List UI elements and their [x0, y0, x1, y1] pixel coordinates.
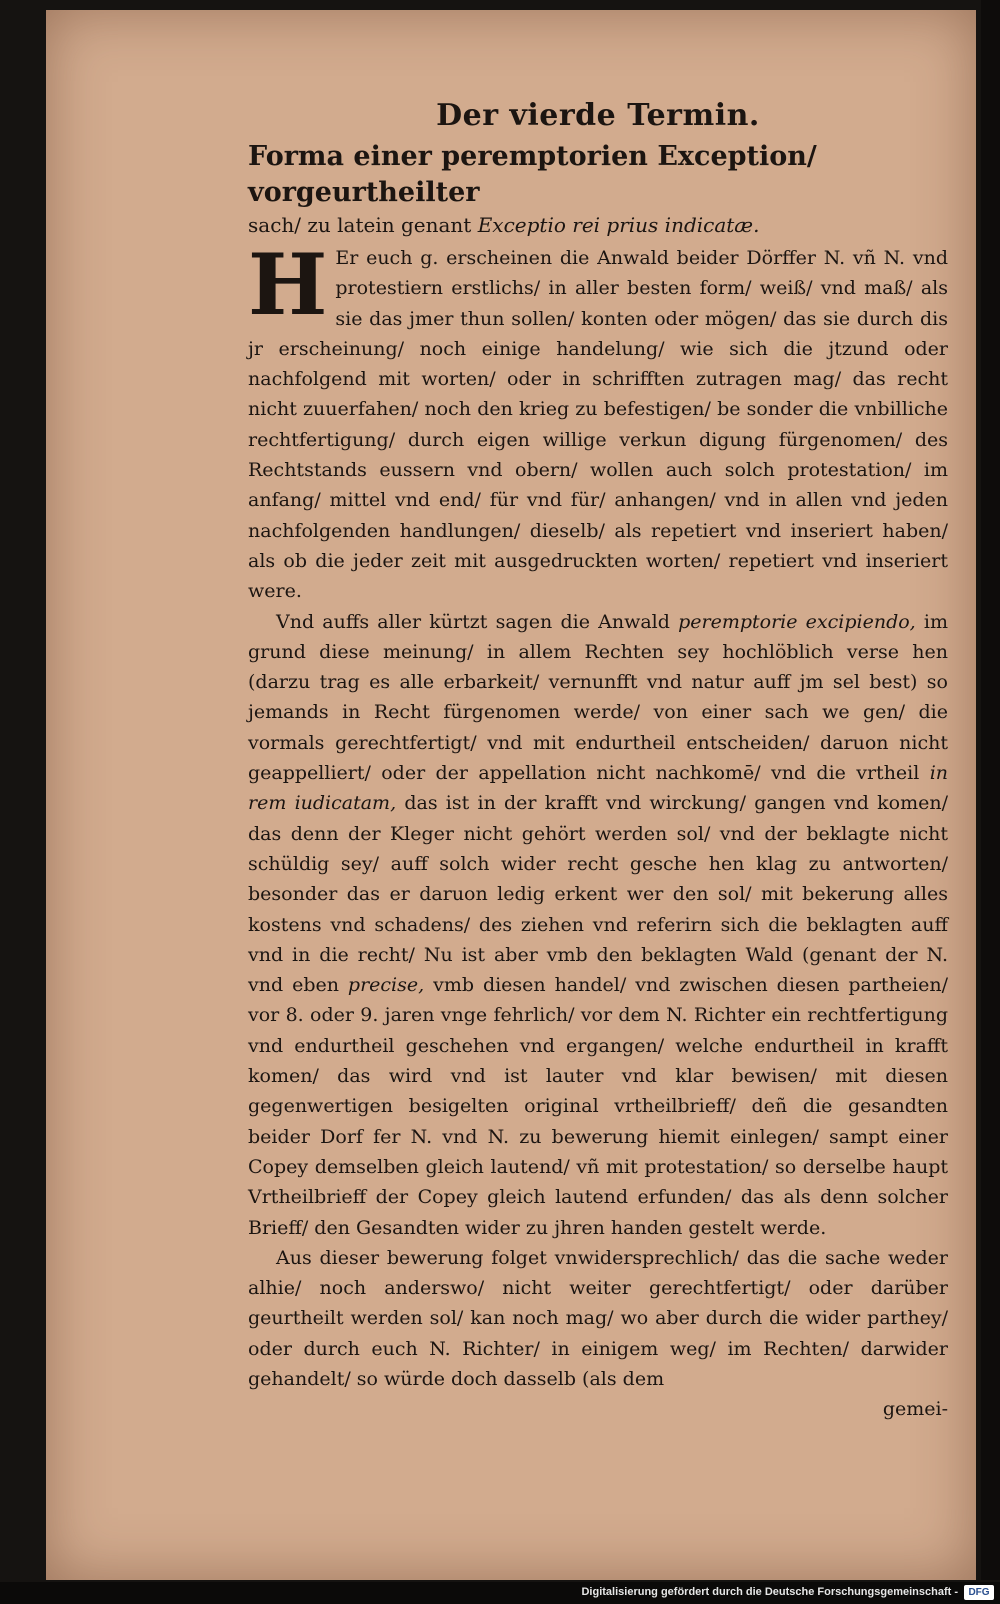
footer-bar	[0, 1582, 1000, 1604]
subtitle-latin: Exceptio rei prius indicatæ.	[477, 213, 760, 237]
scan-margin	[981, 0, 1000, 1580]
catchword: gemei-	[882, 1398, 948, 1421]
paragraph-2-part-d: vmb diesen handel/ vnd zwischen diesen partheien/ vor 8. oder 9. jaren vnge fehrlich/ vor dem N. Richter ein rechtfertigung vnd endurtheil geschehen vnd ergangen/ welche endurtheil in krafft komen/ das wird vnd ist lauter vnd klar bewisen/ mit diesen gegenwertigen besigelten original vrtheilbrieff/ deñ die gesandten beider Dorf fer N. vnd N. zu bewerung hiemit einlegen/ sampt einer Copey demselben gleich lautend/ vñ mit protestation/ so derselbe haupt Vrtheilbrieff der Copey gleich lautend erfunden/ das als denn solcher Brieff/ den Gesandten wider zu jhren handen gestelt werde.	[248, 974, 948, 1239]
paragraph-2-latin-3: precise,	[347, 974, 425, 997]
section-title: Forma einer peremptorien Exception/ vorgeurtheilter	[248, 141, 817, 208]
paragraph-1	[248, 235, 948, 607]
paragraph-3: Aus dieser bewerung folget vnwidersprechlich/ das die sache weder alhie/ noch anderswo/ nicht weiter gerechtfertigt/ oder darüber geurtheilt werden sol/ kan noch mag/ wo aber durch die wider parthey/ oder durch euch N. Richter/ in einigem weg/ im Rechten/ darwider gehandelt/ so würde doch dasselb (als dem	[248, 1246, 948, 1390]
paragraph-2	[248, 607, 948, 1243]
paragraph-2-latin-1: peremptorie excipiendo,	[678, 610, 916, 633]
page-header: Der vierde Termin.	[436, 98, 760, 133]
subtitle-german: sach/ zu latein genant	[248, 213, 472, 237]
funding-notice: Digitalisierung gefördert durch die Deutsche Forschungsgemeinschaft -	[581, 1586, 958, 1598]
paragraph-1-text: Er euch g. erscheinen die Anwald beider Dörffer N. vñ N. vnd protestiern erstlichs/ in aller besten form/ weiß/ vnd maß/ als sie das jmer thun sollen/ konten oder mögen/ das sie durch dis jr erscheinung/ noch einige handelung/ wie sich die jtzund oder nachfolgend mit worten/ oder in schrifften zutragen mag/ das recht nicht zuuerfahen/ noch den krieg zu befestigen/ be sonder die vnbilliche rechtfertigung/ durch eigen willige verkun digung fürgenomen/ des Rechtstands eussern vnd obern/ wollen auch solch protestation/ im anfang/ mittel vnd end/ für vnd für/ anhangen/ vnd in allen vnd jeden nachfolgenden handlungen/ dieselb/ als repetiert vnd inseriert haben/ als ob die jeder zeit mit ausgedruckten worten/ repetiert vnd inseriert were.	[248, 247, 948, 603]
paragraph-2-part-a: Vnd auffs aller kürtzt sagen die Anwald	[276, 610, 670, 633]
paragraph-2-latin-2: in rem iudicatam,	[248, 762, 949, 815]
paragraph-2-part-b: im grund diese meinung/ in allem Rechten sey hochlöblich verse hen (darzu trag es alle erbarkeit/ vernunfft vnd natur auff jm sel best) so jemands in Recht fürgenomen werde/ von einer sach we gen/ die vormals gerechtfertigt/ vnd mit endurtheil entscheiden/ daruon nicht geappelliert/ oder der appellation nicht nachkomē/ vnd die vrtheil	[248, 610, 948, 785]
section-subtitle	[248, 211, 948, 239]
dfg-logo-icon: DFG	[964, 1585, 994, 1600]
drop-cap: H	[248, 235, 328, 334]
paragraph-2-part-c: das ist in der krafft vnd wirckung/ gangen vnd komen/ das denn der Kleger nicht gehört werden sol/ vnd der beklagte nicht schüldig sey/ auff solch wider recht gesche hen klag zu antworten/ besonder das er daruon ledig erkent wer den sol/ mit bekerung alles kostens vnd schadens/ des ziehen vnd referirn sich die beklagten auff vnd in die recht/ Nu ist aber vmb den beklagten Wald (genant der N. vnd eben	[248, 792, 948, 997]
page-text-block	[248, 98, 948, 1424]
